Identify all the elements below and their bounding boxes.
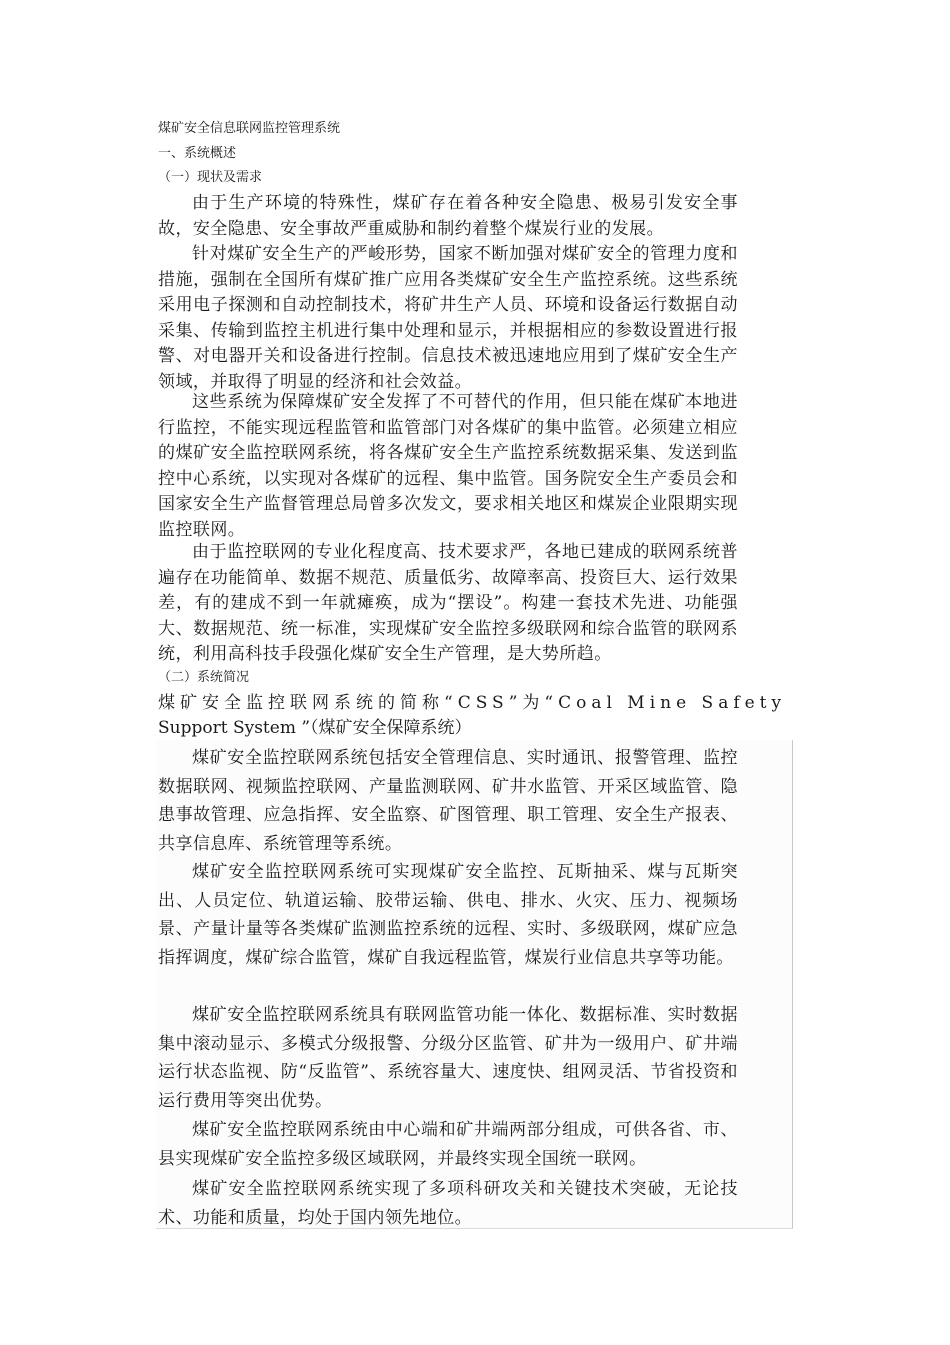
paragraph: 由于监控联网的专业化程度高、技术要求严，各地已建成的联网系统普遍存在功能简单、数据不规范、质量低劣、故障率高、投资巨大、运行效果差，有的建成不到一年就瘫痪，成为“摆设”。构建一套技术先进、功能强大、数据规范、统一标准，实现煤矿安全监控多级联网和综合监管的联网系统，利用高科技手段强化煤矿安全生产管理，是大势所趋。 bbox=[158, 542, 738, 665]
abbreviation-line: Support System ”（煤矿安全保障系统） bbox=[158, 718, 472, 738]
paragraph: 由于生产环境的特殊性，煤矿存在着各种安全隐患、极易引发安全事故，安全隐患、安全事故严重威胁和制约着整个煤炭行业的发展。 bbox=[158, 193, 738, 239]
paragraph: 煤矿安全监控联网系统包括安全管理信息、实时通讯、报警管理、监控数据联网、视频监控联网、产量监测联网、矿井水监管、开采区域监管、隐患事故管理、应急指挥、安全监察、矿图管理、职工管理、安全生产报表、共享信息库、系统管理等系统。 bbox=[158, 748, 738, 854]
abbreviation-line: 煤矿安全监控联网系统的简称“CSS”为“Coal Mine Safety bbox=[158, 693, 787, 713]
paragraph: 这些系统为保障煤矿安全发挥了不可替代的作用，但只能在煤矿本地进行监控，不能实现远程监管和监管部门对各煤矿的集中监管。必须建立相应的煤矿安全监控联网系统，将各煤矿安全生产监控系统数据采集、发送到监控中心系统，以实现对各煤矿的远程、集中监管。国务院安全生产委员会和国家安全生产监督管理总局曾多次发文，要求相关地区和煤炭企业限期实现监控联网。 bbox=[158, 392, 738, 540]
section-heading: 一、系统概述 bbox=[158, 146, 237, 161]
subsection-heading: （一）现状及需求 bbox=[158, 170, 263, 185]
subsection-heading: （二）系统简况 bbox=[158, 670, 250, 685]
paragraph: 煤矿安全监控联网系统实现了多项科研攻关和关键技术突破，无论技术、功能和质量，均处于国内领先地位。 bbox=[158, 1179, 738, 1228]
paragraph: 煤矿安全监控联网系统可实现煤矿安全监控、瓦斯抽采、煤与瓦斯突出、人员定位、轨道运输、胶带运输、供电、排水、火灾、压力、视频场景、产量计量等各类煤矿监测监控系统的远程、实时、多级联网，煤矿应急指挥调度，煤矿综合监管，煤矿自我远程监管，煤炭行业信息共享等功能。 bbox=[158, 862, 738, 968]
abbreviation-paragraph bbox=[158, 691, 787, 741]
paragraph: 煤矿安全监控联网系统具有联网监管功能一体化、数据标准、实时数据集中滚动显示、多模式分级报警、分级分区监管、矿井为一级用户、矿井端运行状态监视、防“反监管”、系统容量大、速度快、组网灵活、节省投资和运行费用等突出优势。 bbox=[158, 1005, 738, 1111]
paragraph: 针对煤矿安全生产的严峻形势，国家不断加强对煤矿安全的管理力度和措施，强制在全国所有煤矿推广应用各类煤矿安全生产监控系统。这些系统采用电子探测和自动控制技术，将矿井生产人员、环境和设备运行数据自动采集、传输到监控主机进行集中处理和显示，并根据相应的参数设置进行报警、对电器开关和设备进行控制。信息技术被迅速地应用到了煤矿安全生产领域，并取得了明显的经济和社会效益。 bbox=[158, 244, 738, 392]
document-title: 煤矿安全信息联网监控管理系统 bbox=[158, 121, 341, 136]
paragraph: 煤矿安全监控联网系统由中心端和矿井端两部分组成，可供各省、市、县实现煤矿安全监控多级区域联网，并最终实现全国统一联网。 bbox=[158, 1120, 738, 1169]
